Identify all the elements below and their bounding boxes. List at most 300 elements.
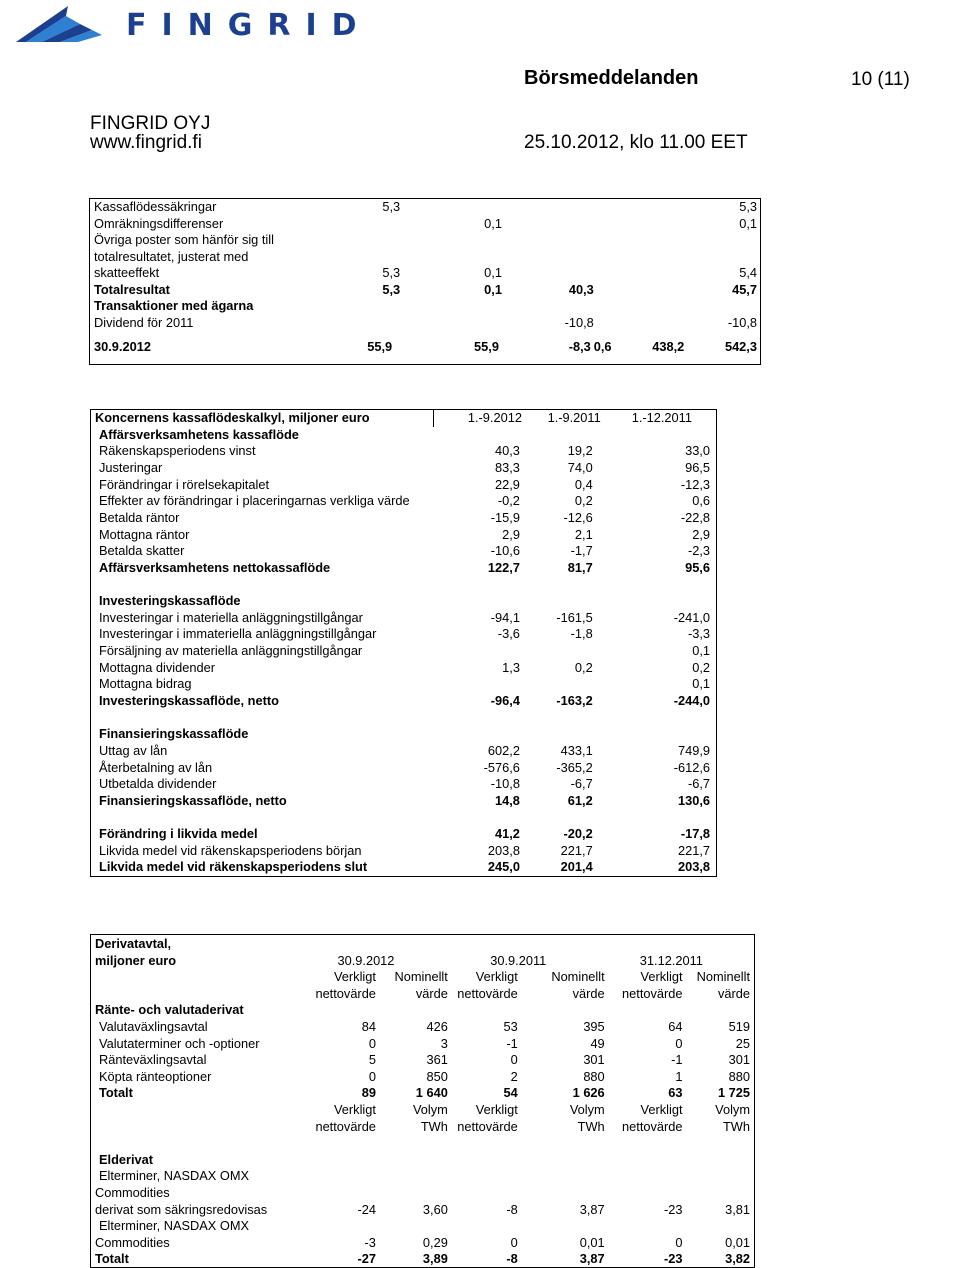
cashflow-value-3: 0,2	[692, 659, 710, 675]
cashflow-spacer-row	[91, 710, 717, 727]
equity-row	[90, 265, 761, 282]
derivatives-text-row	[91, 1167, 755, 1184]
cashflow-value-3: -612,6	[673, 759, 710, 775]
cashflow-value-3: 130,6	[677, 792, 710, 808]
equity-value	[321, 315, 411, 332]
derivative-value: 0	[368, 1068, 376, 1084]
cashflow-value-3: 221,7	[677, 842, 710, 858]
derivative-label: Köpta ränteoptioner	[99, 1068, 212, 1084]
equity-value: 5,3	[382, 281, 401, 297]
cashflow-label: Likvida medel vid räkenskapsperiodens början	[99, 842, 362, 858]
derivative-value: 395	[583, 1018, 605, 1034]
derivative-label: Elterminer, NASDAX OMX	[99, 1168, 250, 1184]
cashflow-value-1: -94,1	[490, 609, 520, 625]
cashflow-value-3: -241,0	[673, 609, 710, 625]
equity-row	[90, 331, 761, 365]
derivatives-section-row	[91, 1001, 755, 1018]
derivative-value: -8	[506, 1201, 518, 1217]
cashflow-value-2: -6,7	[570, 776, 593, 792]
company-website[interactable]: www.fingrid.fi	[90, 132, 202, 153]
derivative-value: 0	[675, 1035, 683, 1051]
derivative-value: -3	[364, 1234, 376, 1250]
equity-value: 438,2	[652, 339, 685, 355]
derivative-value: 3,60	[422, 1201, 448, 1217]
derivative-value: 519	[728, 1018, 750, 1034]
equity-value: 40,3	[568, 281, 594, 297]
derivative-label: Commodities	[95, 1184, 170, 1200]
cashflow-value-1: 14,8	[495, 792, 520, 808]
cashflow-row	[91, 859, 717, 876]
derivatives-section-heading: Elderivat	[99, 1151, 154, 1167]
cashflow-row	[91, 826, 717, 843]
cashflow-value-3	[605, 427, 717, 444]
cashflow-label: Uttag av lån	[99, 742, 168, 758]
cashflow-row	[91, 726, 717, 743]
derivatives-title: Derivatavtal,	[95, 936, 172, 951]
cashflow-label: Försäljning av materiella anläggningstillgångar	[99, 643, 363, 659]
cashflow-value-2: -1,7	[570, 543, 593, 559]
cashflow-label: Investeringskassaflöde, netto	[99, 692, 279, 708]
cashflow-row	[91, 693, 717, 710]
equity-value: 55,9	[367, 339, 393, 355]
equity-value	[321, 232, 411, 249]
equity-value: 542,3	[724, 339, 757, 355]
derivatives-subheader: värde	[415, 985, 448, 1001]
cashflow-label: Investeringar i immateriella anläggningstillgångar	[99, 626, 377, 642]
equity-value	[594, 249, 761, 266]
derivatives-subheader: värde	[572, 985, 605, 1001]
derivative-value: 3,81	[725, 1201, 750, 1217]
cashflow-value-1: 22,9	[495, 476, 520, 492]
cashflow-value-3: 0,1	[692, 676, 710, 692]
cashflow-value-1: -0,2	[497, 493, 520, 509]
equity-value: 0,1	[484, 265, 502, 280]
cashflow-value-2	[523, 676, 605, 693]
derivative-total-label: Totalt	[95, 1251, 129, 1267]
derivative-value: 3	[440, 1035, 448, 1051]
cashflow-label: Finansieringskassaflöde	[99, 726, 249, 742]
cashflow-value-1	[433, 809, 523, 826]
derivatives-subheader: nettovärde	[315, 985, 376, 1001]
cashflow-col-3: 1.-12.2011	[631, 410, 692, 426]
cashflow-value-2	[523, 643, 605, 660]
cashflow-value-1: -96,4	[490, 692, 520, 708]
equity-value	[411, 199, 506, 216]
page-number: 10 (11)	[851, 69, 910, 90]
cashflow-col-1: 1.-9.2012	[467, 410, 522, 426]
equity-table	[89, 198, 761, 365]
equity-value: 55,9	[474, 339, 499, 355]
cashflow-label: Mottagna räntor	[99, 526, 190, 542]
cashflow-value-3: -244,0	[673, 692, 710, 708]
cashflow-value-2: 2,1	[574, 526, 593, 542]
derivative-value: 89	[361, 1085, 376, 1101]
derivative-value: -24	[357, 1201, 376, 1217]
company-name: FINGRID OYJ	[90, 113, 211, 134]
cashflow-row	[91, 543, 717, 560]
equity-value: -10,8	[727, 314, 757, 330]
equity-label: Totalresultat	[94, 281, 170, 297]
cashflow-value-2: 201,4	[560, 859, 593, 875]
derivatives-total-row	[91, 1250, 755, 1267]
equity-value: 5,3	[739, 199, 757, 214]
equity-label: Dividend för 2011	[94, 314, 194, 330]
derivatives-row	[91, 1084, 755, 1101]
cashflow-row	[91, 743, 717, 760]
equity-label: Transaktioner med ägarna	[94, 298, 254, 313]
equity-row	[90, 249, 761, 266]
equity-value: 5,3	[382, 199, 401, 214]
cashflow-value-2	[523, 427, 605, 444]
derivative-label: Totalt	[99, 1085, 133, 1101]
equity-label: skatteeffekt	[94, 265, 160, 280]
equity-label: 30.9.2012	[94, 339, 151, 355]
cashflow-value-2: -12,6	[563, 509, 593, 525]
cashflow-label: Förändringar i rörelsekapitalet	[99, 476, 269, 492]
cashflow-value-1: 41,2	[495, 826, 520, 842]
cashflow-value-1	[433, 643, 523, 660]
equity-value	[321, 216, 411, 233]
derivatives-subheader: Verkligt	[640, 1101, 683, 1117]
cashflow-value-2: -161,5	[556, 609, 593, 625]
derivatives-table	[90, 934, 755, 1268]
equity-value: -10,8	[564, 314, 594, 330]
derivative-label: Ränteväxlingsavtal	[99, 1052, 207, 1068]
cashflow-value-1	[433, 726, 523, 743]
derivative-label: Valutaväxlingsavtal	[99, 1018, 208, 1034]
equity-label: Övriga poster som hänför sig till	[94, 232, 274, 247]
derivative-value: 3,82	[725, 1251, 750, 1267]
derivatives-subheader: Verkligt	[475, 969, 518, 985]
cashflow-label: Investeringar i materiella anläggningstillgångar	[99, 609, 363, 625]
derivative-label: Valutaterminer och -optioner	[99, 1035, 260, 1051]
derivative-value: 1 626	[572, 1085, 605, 1101]
derivative-value: -1	[671, 1052, 683, 1068]
equity-value	[411, 315, 506, 332]
derivatives-spacer-row	[91, 1134, 755, 1151]
cashflow-row	[91, 643, 717, 660]
cashflow-label: Betalda räntor	[99, 509, 180, 525]
cashflow-value-1: 245,0	[487, 859, 520, 875]
derivatives-subheader: Verkligt	[640, 969, 683, 985]
cashflow-row	[91, 776, 717, 793]
cashflow-value-1: 602,2	[487, 742, 520, 758]
derivative-value: 0,29	[422, 1234, 448, 1250]
derivatives-row	[91, 1201, 755, 1218]
equity-value	[411, 298, 506, 315]
cashflow-row	[91, 493, 717, 510]
derivative-value: 0,01	[579, 1234, 605, 1250]
cashflow-value-3: -2,3	[687, 543, 710, 559]
derivatives-row	[91, 1068, 755, 1085]
cashflow-value-3: 0,1	[692, 643, 710, 659]
release-date: 25.10.2012, klo 11.00 EET	[524, 132, 748, 153]
derivative-value: 0	[510, 1052, 518, 1068]
cashflow-value-2: -163,2	[556, 692, 593, 708]
equity-value	[506, 199, 594, 216]
cashflow-value-1	[433, 427, 523, 444]
derivatives-subheader: TWh	[722, 1118, 750, 1134]
derivative-value: 850	[426, 1068, 448, 1084]
cashflow-value-2: 221,7	[560, 842, 593, 858]
derivative-label: derivat som säkringsredovisas	[95, 1201, 268, 1217]
equity-value	[594, 298, 761, 315]
cashflow-value-1: -3,6	[497, 626, 520, 642]
derivatives-subheader: nettovärde	[622, 985, 683, 1001]
derivatives-row	[91, 1035, 755, 1052]
cashflow-row	[91, 460, 717, 477]
cashflow-value-2	[523, 809, 605, 826]
cashflow-label: Investeringskassaflöde	[99, 593, 241, 609]
cashflow-value-2: 81,7	[567, 559, 593, 575]
cashflow-row	[91, 676, 717, 693]
derivatives-subheader: TWh	[577, 1118, 605, 1134]
cashflow-row	[91, 560, 717, 577]
cashflow-value-1: -15,9	[490, 509, 520, 525]
derivatives-text-row	[91, 1217, 755, 1234]
cashflow-value-1: -10,6	[490, 543, 520, 559]
cashflow-value-3: -12,3	[680, 476, 710, 492]
derivatives-subheader: Volym	[569, 1101, 605, 1117]
derivative-value: 54	[503, 1085, 518, 1101]
equity-value: 0,1	[739, 215, 757, 231]
derivatives-subheader: Nominellt	[696, 969, 750, 985]
equity-row	[90, 216, 761, 233]
derivative-value: 0	[368, 1035, 376, 1051]
derivative-value: 301	[728, 1052, 750, 1068]
cashflow-value-2: -1,8	[570, 626, 593, 642]
cashflow-value-3	[605, 726, 717, 743]
equity-label: Kassaflödessäkringar	[94, 199, 217, 214]
derivative-value: -27	[357, 1251, 376, 1267]
cashflow-spacer-row	[91, 809, 717, 826]
cashflow-row	[91, 626, 717, 643]
cashflow-value-3	[605, 576, 717, 593]
derivative-value: 1	[675, 1068, 683, 1084]
derivatives-subheader: Nominellt	[394, 969, 448, 985]
derivative-value: 361	[426, 1052, 448, 1068]
derivatives-date: 30.9.2011	[490, 952, 547, 968]
cashflow-value-1: -576,6	[483, 759, 520, 775]
logo-wordmark: FINGRID	[126, 8, 372, 43]
derivatives-blank	[91, 985, 305, 1002]
cashflow-row	[91, 593, 717, 610]
cashflow-value-1	[433, 676, 523, 693]
derivative-value: 63	[668, 1085, 683, 1101]
derivative-value: 0,01	[725, 1234, 750, 1250]
derivative-label: Commodities	[95, 1234, 170, 1250]
derivatives-row	[91, 1234, 755, 1251]
cashflow-value-2: 19,2	[567, 443, 593, 459]
derivatives-subheader: nettovärde	[457, 1118, 518, 1134]
cashflow-row	[91, 660, 717, 677]
derivative-value: 1 725	[717, 1085, 750, 1101]
cashflow-label: Affärsverksamhetens kassaflöde	[99, 426, 299, 442]
doc-type: Börsmeddelanden	[524, 67, 699, 89]
cashflow-value-2: 433,1	[560, 742, 593, 758]
cashflow-value-1: 40,3	[495, 443, 520, 459]
equity-value: 0,6	[593, 339, 612, 355]
equity-row	[90, 232, 761, 249]
cashflow-value-3: -6,7	[687, 776, 710, 792]
cashflow-row	[91, 843, 717, 860]
cashflow-value-2: 0,2	[574, 659, 593, 675]
cashflow-label: Utbetalda dividender	[99, 776, 217, 792]
cashflow-value-1	[433, 593, 523, 610]
derivatives-blank	[91, 1101, 305, 1118]
cashflow-label: Mottagna dividender	[99, 659, 215, 675]
equity-row	[90, 199, 761, 216]
cashflow-label: Likvida medel vid räkenskapsperiodens slut	[99, 859, 368, 875]
equity-value	[506, 265, 594, 282]
derivatives-date-row	[91, 952, 755, 969]
derivative-value: -8	[506, 1251, 518, 1267]
equity-value	[506, 298, 594, 315]
cashflow-row	[91, 793, 717, 810]
cashflow-row	[91, 427, 717, 444]
cashflow-value-2	[523, 593, 605, 610]
cashflow-label: Räkenskapsperiodens vinst	[99, 443, 256, 459]
cashflow-value-2	[523, 726, 605, 743]
derivative-value: 5	[368, 1052, 376, 1068]
cashflow-value-2: 74,0	[567, 459, 593, 475]
derivatives-subheader: Nominellt	[551, 969, 605, 985]
equity-row	[90, 298, 761, 315]
equity-value: 0,1	[484, 215, 502, 231]
cashflow-label: Effekter av förändringar i placeringarnas verkliga värde	[99, 493, 410, 509]
equity-value	[411, 232, 506, 249]
cashflow-label: Betalda skatter	[99, 543, 185, 559]
derivatives-subheader: Verkligt	[475, 1101, 518, 1117]
derivatives-title-row	[91, 935, 755, 952]
derivatives-section-row	[91, 1151, 755, 1168]
derivative-value: 426	[426, 1018, 448, 1034]
derivatives-unit: miljoner euro	[95, 952, 177, 968]
derivatives-blank	[91, 968, 305, 985]
cashflow-title: Koncernens kassaflödeskalkyl, miljoner euro	[91, 410, 434, 427]
equity-value: 0,1	[484, 281, 502, 297]
equity-value	[506, 216, 594, 233]
derivatives-subheader: Volym	[412, 1101, 448, 1117]
cashflow-row	[91, 510, 717, 527]
cashflow-table	[90, 409, 717, 877]
equity-row	[90, 282, 761, 299]
cashflow-value-3: 95,6	[685, 559, 710, 575]
cashflow-label	[91, 710, 434, 727]
fingrid-logo	[8, 2, 372, 50]
cashflow-value-3: 2,9	[692, 526, 710, 542]
fingrid-emblem-icon	[8, 2, 118, 50]
cashflow-label: Finansieringskassaflöde, netto	[99, 792, 287, 808]
cashflow-label: Affärsverksamhetens nettokassaflöde	[99, 559, 331, 575]
cashflow-col-2: 1.-9.2011	[547, 410, 601, 426]
derivative-value: 0	[510, 1234, 518, 1250]
equity-value	[506, 232, 594, 249]
cashflow-value-3: 96,5	[685, 459, 710, 475]
derivatives-subheader: Verkligt	[333, 969, 376, 985]
derivatives-blank	[91, 1134, 755, 1151]
cashflow-row	[91, 477, 717, 494]
equity-value: 5,3	[382, 265, 401, 280]
cashflow-value-3: 203,8	[677, 859, 710, 875]
derivative-value: 25	[735, 1035, 750, 1051]
cashflow-value-3	[605, 710, 717, 727]
derivatives-section-heading: Ränte- och valutaderivat	[95, 1002, 244, 1018]
derivatives-row	[91, 1051, 755, 1068]
derivative-value: 880	[583, 1068, 605, 1084]
derivative-value: 880	[728, 1068, 750, 1084]
derivatives-subheader: värde	[717, 985, 750, 1001]
cashflow-value-3: -3,3	[687, 626, 710, 642]
cashflow-value-1: 203,8	[487, 842, 520, 858]
equity-value	[321, 249, 411, 266]
derivatives-subheader-row	[91, 1118, 755, 1135]
equity-value: -8,3	[568, 339, 591, 355]
derivative-value: -1	[506, 1035, 518, 1051]
derivatives-date: 30.9.2012	[337, 952, 395, 968]
derivatives-row	[91, 1018, 755, 1035]
derivatives-date: 31.12.2011	[639, 952, 703, 968]
cashflow-value-3: 33,0	[685, 443, 710, 459]
cashflow-value-3: 0,6	[692, 493, 710, 509]
derivative-value: 64	[668, 1018, 683, 1034]
equity-value: 5,4	[739, 265, 757, 280]
cashflow-label: Förändring i likvida medel	[99, 826, 258, 842]
cashflow-label	[91, 809, 434, 826]
derivative-value: 1 640	[415, 1085, 448, 1101]
derivative-value: 49	[590, 1035, 605, 1051]
cashflow-value-2: 0,2	[574, 493, 593, 509]
equity-value	[411, 249, 506, 266]
derivatives-subheader: TWh	[420, 1118, 448, 1134]
derivative-value: 2	[510, 1068, 518, 1084]
equity-label: totalresultatet, justerat med	[94, 248, 249, 264]
cashflow-spacer-row	[91, 576, 717, 593]
cashflow-value-2	[523, 576, 605, 593]
derivative-value: 301	[583, 1052, 605, 1068]
cashflow-value-2: -365,2	[556, 759, 593, 775]
derivative-value: 3,87	[579, 1201, 605, 1217]
derivatives-text-row	[91, 1184, 755, 1201]
cashflow-label: Återbetalning av lån	[99, 759, 213, 775]
cashflow-row	[91, 759, 717, 776]
derivative-value: 3,87	[579, 1251, 605, 1267]
derivatives-blank	[91, 1118, 305, 1135]
cashflow-value-2: 61,2	[567, 792, 593, 808]
equity-value: 45,7	[732, 281, 757, 297]
cashflow-value-3: -22,8	[680, 509, 710, 525]
derivatives-subheader-row	[91, 985, 755, 1002]
cashflow-label: Justeringar	[99, 459, 163, 475]
cashflow-label: Mottagna bidrag	[99, 676, 192, 692]
derivatives-subheader: Verkligt	[333, 1101, 376, 1117]
cashflow-value-1: 2,9	[502, 526, 520, 542]
cashflow-value-2: -20,2	[563, 826, 593, 842]
cashflow-label	[91, 576, 434, 593]
derivatives-subheader: Volym	[715, 1101, 750, 1117]
derivative-value: 84	[361, 1018, 376, 1034]
derivatives-subheader: nettovärde	[315, 1118, 376, 1134]
cashflow-header-row	[91, 410, 717, 427]
cashflow-value-3: -17,8	[680, 826, 710, 842]
derivatives-subheader-row	[91, 968, 755, 985]
cashflow-value-1: -10,8	[490, 776, 520, 792]
equity-value	[321, 298, 411, 315]
cashflow-value-1: 122,7	[487, 559, 520, 575]
cashflow-value-2	[523, 710, 605, 727]
equity-value	[594, 232, 761, 249]
derivatives-subheader-row	[91, 1101, 755, 1118]
